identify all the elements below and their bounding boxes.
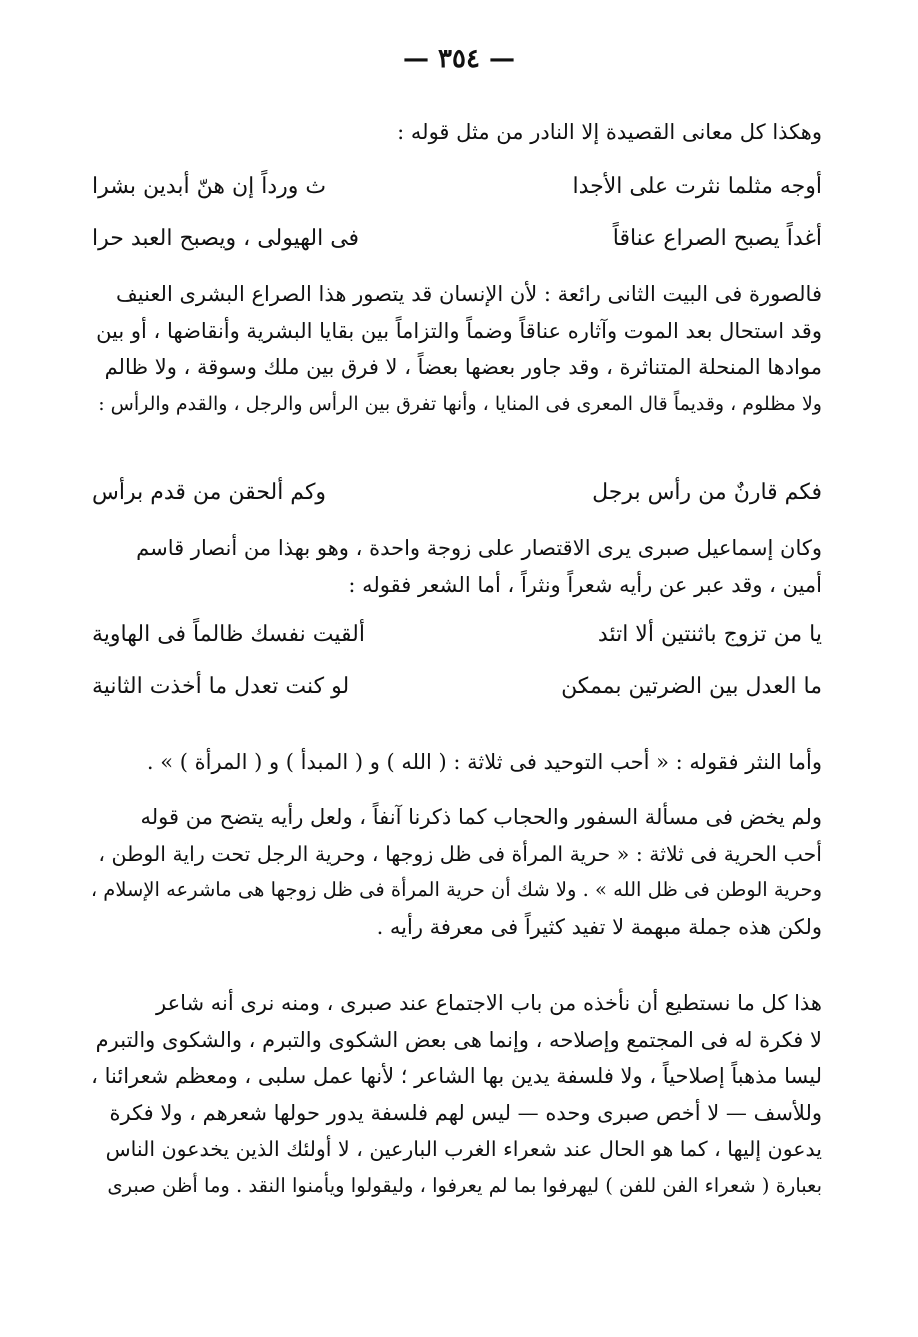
paragraph-4 — [92, 799, 822, 945]
verse-line — [92, 218, 822, 270]
verse-first-hemistich: فكم قارنٌ من رأس برجل — [592, 480, 822, 505]
text-line: موادها المنحلة المتناثرة ، وقد جاور بعضها بعضاً ، لا فرق بين ملك وسوقة ، ولا ظالم — [104, 355, 822, 379]
text-line: ولم يخض فى مسألة السفور والحجاب كما ذكرنا آنفاً ، ولعل رأيه يتضح من قوله — [140, 805, 822, 829]
text-line: بعبارة ( شعراء الفن للفن ) ليهرفوا بما لم يعرفوا ، وليقولوا ويأمنوا النقد . وما أظن صبرى — [107, 1173, 822, 1197]
text-line: أحب الحرية فى ثلاثة : « حرية المرأة فى ظل زوجها ، وحرية الرجل تحت راية الوطن ، — [98, 841, 822, 866]
text-line: ولا مظلوم ، وقديماً قال المعرى فى المنايا ، وأنها تفرق بين الرأس والرجل ، والقدم والرأس : — [98, 392, 822, 415]
verse-first-hemistich: ما العدل بين الضرتين بممكن — [561, 674, 822, 699]
text-line: ليسا مذهباً إصلاحياً ، ولا فلسفة يدين بها الشاعر ؛ لأنها عمل سلبى ، ومعظم شعرائنا ، — [91, 1064, 822, 1088]
paragraph-3 — [92, 744, 822, 781]
text-line: هذا كل ما نستطيع أن نأخذه من باب الاجتماع عند صبرى ، ومنه نرى أنه شاعر — [156, 991, 822, 1015]
verse-line — [92, 614, 822, 666]
text-line: وكان إسماعيل صبرى يرى الاقتصار على زوجة واحدة ، وهو بهذا من أنصار قاسم — [136, 536, 822, 560]
text-line: لا فكرة له فى المجتمع وإصلاحه ، وإنما هى بعض الشكوى والتبرم ، والشكوى والتبرم — [95, 1027, 822, 1052]
paragraph-5 — [92, 985, 822, 1204]
verse-line — [92, 166, 822, 218]
verse-block-1 — [92, 166, 822, 270]
verse-line — [92, 472, 822, 524]
verse-second-hemistich: لو كنت تعدل ما أخذت الثانية — [92, 674, 350, 699]
text-line: فالصورة فى البيت الثانى رائعة : لأن الإنسان قد يتصور هذا الصراع البشرى العنيف — [116, 282, 822, 306]
text-line: وهكذا كل معانى القصيدة إلا النادر من مثل قوله : — [397, 120, 822, 144]
verse-first-hemistich: أغداً يصبح الصراع عناقاً — [612, 226, 822, 251]
page-number: — ٣٥٤ — — [402, 44, 516, 74]
text-line: ولكن هذه جملة مبهمة لا تفيد كثيراً فى معرفة رأيه . — [376, 914, 822, 939]
intro-paragraph — [92, 114, 822, 151]
text-line: وأما النثر فقوله : « أحب التوحيد فى ثلاثة : ( الله ) و ( المبدأ ) و ( المرأة ) » . — [146, 750, 822, 774]
verse-block-3 — [92, 614, 822, 718]
verse-line — [92, 666, 822, 718]
verse-block-2 — [92, 472, 822, 524]
verse-second-hemistich: ث ورداً إن هنّ أبدين بشرا — [92, 174, 327, 199]
paragraph-2 — [92, 530, 822, 603]
paragraph-1 — [92, 276, 822, 422]
verse-second-hemistich: وكم ألحقن من قدم برأس — [92, 480, 327, 505]
text-line: وحرية الوطن فى ظل الله » . ولا شك أن حرية المرأة فى ظل زوجها هى ماشرعه الإسلام ، — [90, 878, 822, 901]
text-line: يدعون إليها ، كما هو الحال عند شعراء الغرب البارعين ، لا أولئك الذين يخدعون الناس — [105, 1137, 822, 1161]
text-line: أمين ، وقد عبر عن رأيه شعراً ونثراً ، أما الشعر فقوله : — [348, 572, 822, 597]
verse-first-hemistich: أوجه مثلما نثرت على الأجدا — [572, 174, 822, 199]
verse-second-hemistich: ألقيت نفسك ظالماً فى الهاوية — [92, 622, 365, 647]
text-line: وقد استحال بعد الموت وآثاره عناقاً وضماً والتزاماً بين بقايا البشرية وأنقاضها ، أو بين — [96, 318, 822, 343]
text-line: وللأسف — لا أخص صبرى وحده — ليس لهم فلسفة يدور حولها شعرهم ، ولا فكرة — [109, 1100, 822, 1125]
verse-first-hemistich: يا من تزوج باثنتين ألا اتئد — [597, 622, 822, 647]
verse-second-hemistich: فى الهيولى ، ويصبح العبد حرا — [92, 226, 360, 251]
